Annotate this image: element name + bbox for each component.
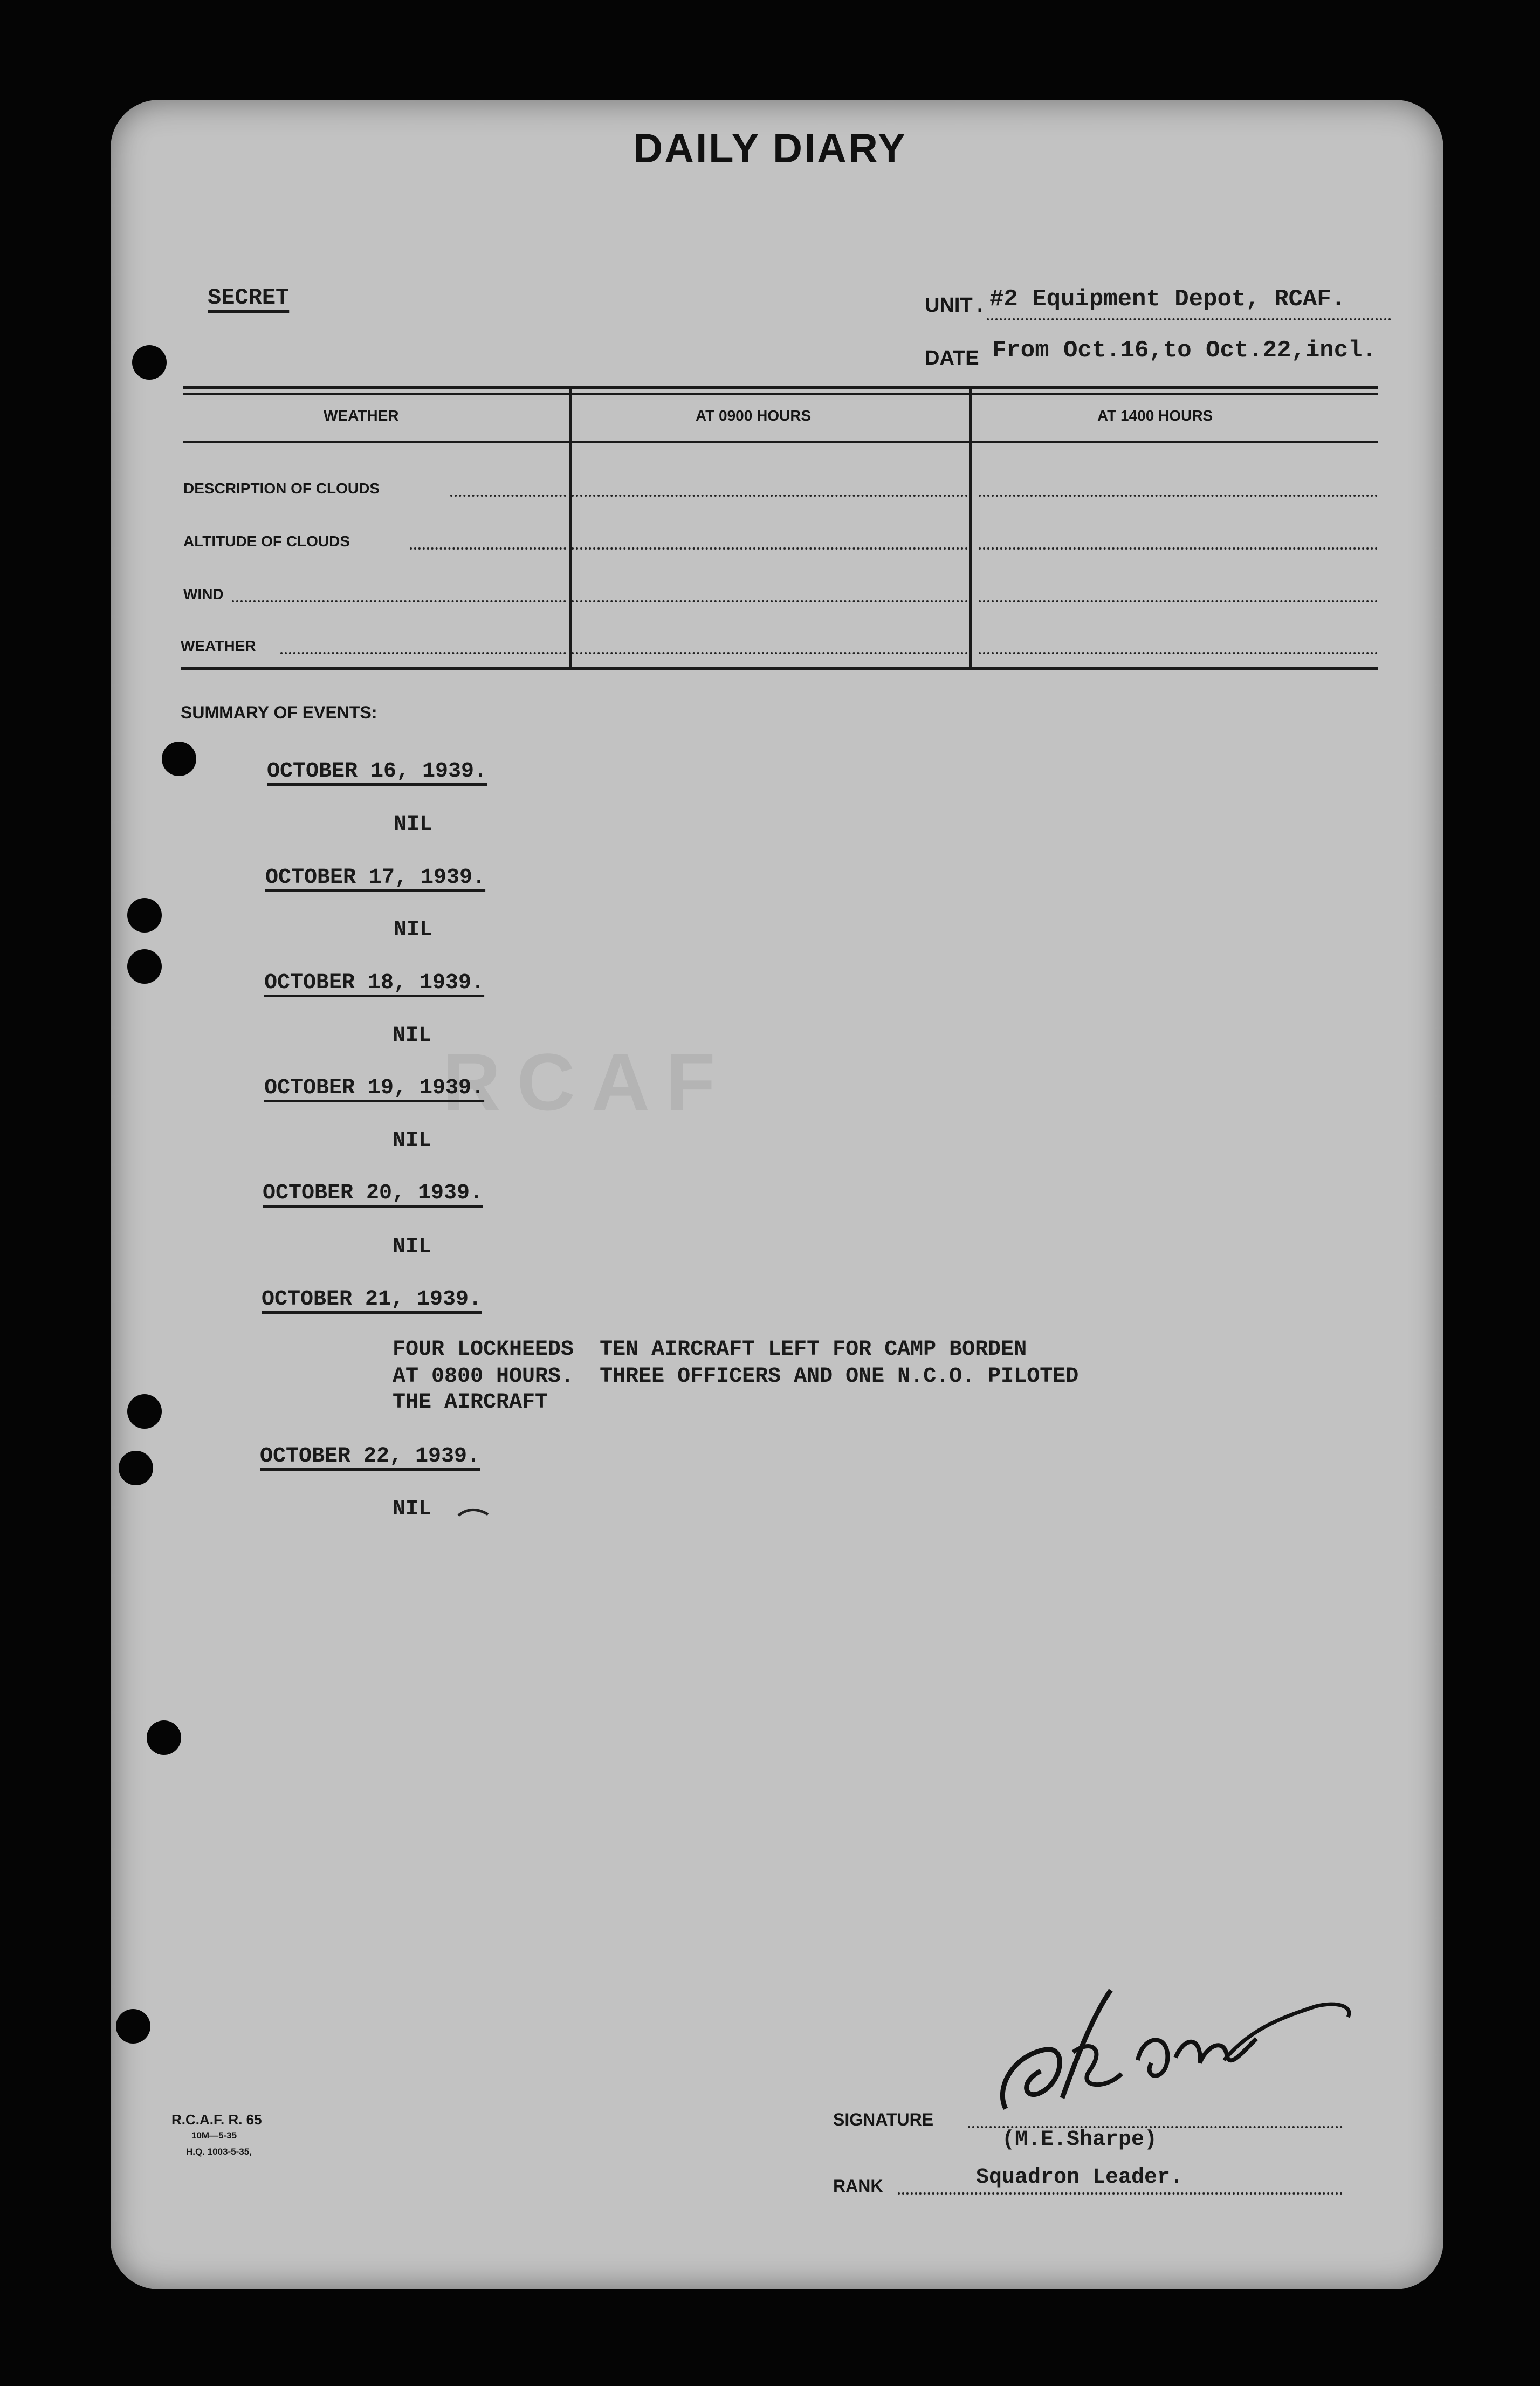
unit-value: #2 Equipment Depot, RCAF. — [989, 286, 1346, 313]
binder-hole — [127, 949, 162, 984]
entry-text: FOUR LOCKHEEDS TEN AIRCRAFT LEFT FOR CAMP BORDEN — [393, 1338, 1027, 1362]
binder-hole — [147, 1720, 181, 1755]
summary-label: SUMMARY OF EVENTS: — [181, 703, 377, 722]
binder-hole — [127, 898, 162, 933]
form-ref: 10M—5-35 — [191, 2130, 237, 2141]
entry-text: THE AIRCRAFT — [393, 1390, 548, 1415]
weather-col-header: AT 1400 HOURS — [1097, 407, 1213, 424]
binder-hole — [127, 1394, 162, 1429]
weather-row-label: WIND — [183, 586, 224, 602]
entry-text: NIL — [394, 918, 433, 942]
signature-name: (M.E.Sharpe) — [1002, 2128, 1158, 2152]
signature-label: SIGNATURE — [833, 2110, 934, 2129]
binder-hole — [119, 1451, 153, 1485]
entry-date: OCTOBER 20, 1939. — [263, 1181, 483, 1205]
binder-hole — [162, 742, 196, 776]
entry-text: NIL — [393, 1024, 432, 1048]
weather-col-header: AT 0900 HOURS — [696, 407, 812, 424]
weather-row-label: WEATHER — [181, 637, 256, 654]
binder-hole — [132, 345, 167, 380]
unit-dotted-line — [987, 318, 1391, 320]
entry-text: NIL — [393, 1235, 432, 1259]
entry-date: OCTOBER 19, 1939. — [264, 1076, 485, 1100]
date-value: From Oct.16,to Oct.22,incl. — [992, 337, 1377, 364]
binder-hole — [116, 2009, 150, 2044]
date-label: DATE — [925, 347, 979, 369]
entry-date: OCTOBER 16, 1939. — [267, 759, 487, 784]
entry-text: NIL — [393, 1129, 432, 1153]
entry-date: OCTOBER 22, 1939. — [260, 1444, 480, 1469]
rank-line — [898, 2192, 1343, 2195]
watermark-ghost: RCAF — [442, 1037, 732, 1127]
weather-col-header: WEATHER — [324, 407, 399, 424]
form-ref: R.C.A.F. R. 65 — [171, 2111, 262, 2128]
entry-date: OCTOBER 18, 1939. — [264, 971, 485, 995]
handwritten-signature — [981, 1974, 1370, 2147]
unit-label: UNIT — [925, 294, 973, 317]
unit-dot: . — [977, 294, 983, 317]
entry-text: AT 0800 HOURS. THREE OFFICERS AND ONE N.C.O. PILOTED — [393, 1365, 1079, 1389]
classification: SECRET — [208, 285, 290, 311]
tick-mark — [456, 1505, 493, 1521]
rank-value: Squadron Leader. — [976, 2165, 1184, 2190]
entry-date: OCTOBER 21, 1939. — [262, 1287, 482, 1312]
rank-label: RANK — [833, 2176, 883, 2196]
page-title: DAILY DIARY — [633, 126, 907, 172]
entry-date: OCTOBER 17, 1939. — [265, 866, 486, 890]
form-ref: H.Q. 1003-5-35, — [186, 2147, 252, 2157]
weather-row-label: DESCRIPTION OF CLOUDS — [183, 480, 380, 497]
entry-text: NIL — [394, 813, 433, 837]
weather-row-label: ALTITUDE OF CLOUDS — [183, 533, 350, 550]
entry-text: NIL — [393, 1497, 432, 1521]
